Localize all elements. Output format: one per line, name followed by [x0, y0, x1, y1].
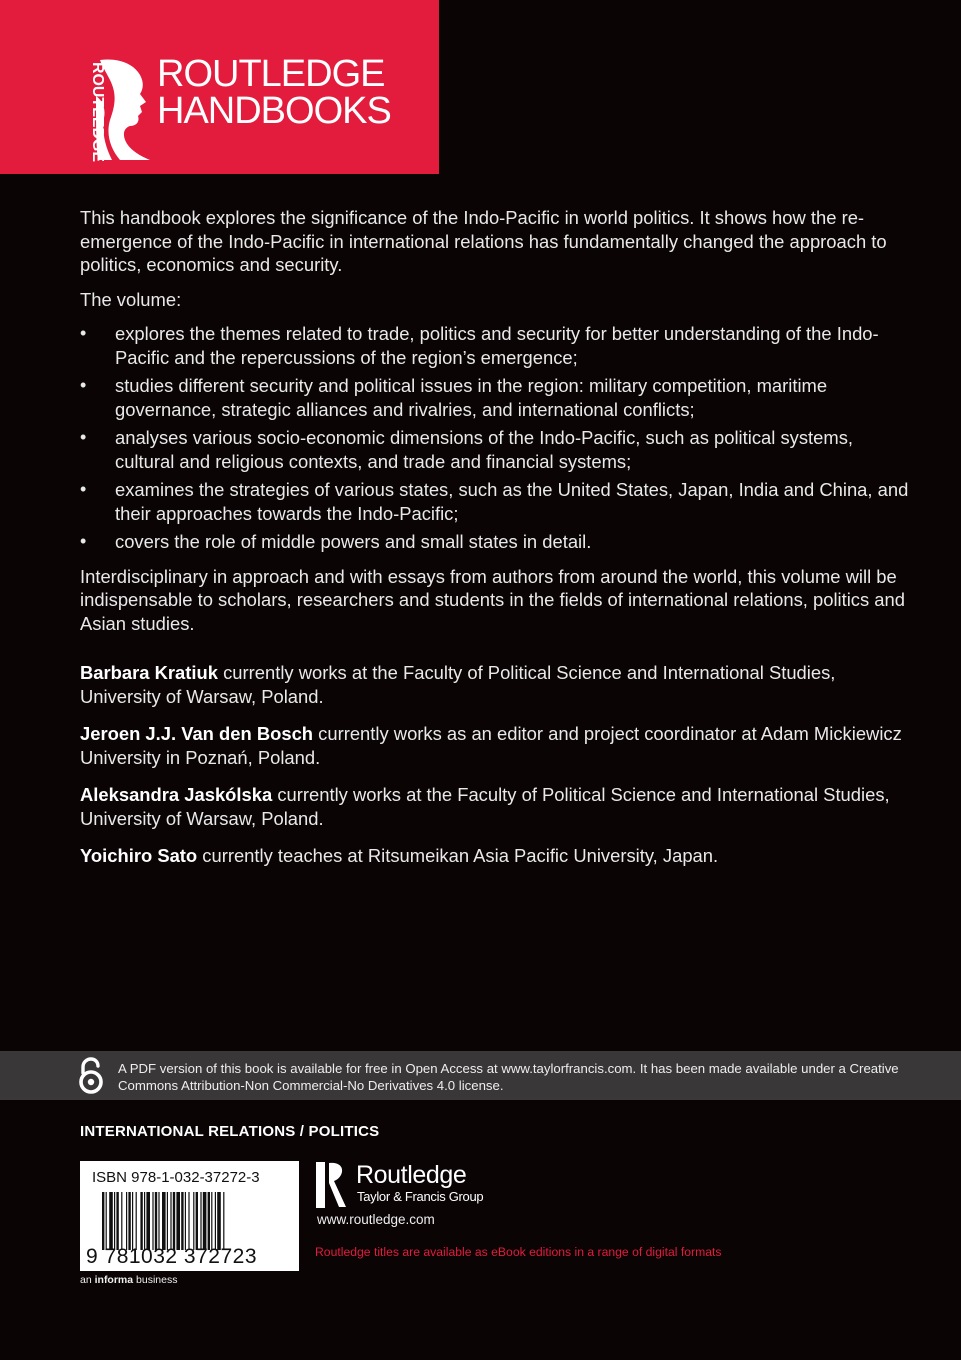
publisher-group: Taylor & Francis Group — [357, 1189, 484, 1204]
bullet-icon: • — [80, 427, 87, 447]
barcode-bar — [126, 1192, 127, 1250]
barcode-bar — [106, 1192, 107, 1250]
profile-head-logo-icon — [96, 56, 152, 164]
barcode-bar — [217, 1192, 221, 1250]
intro-paragraph: This handbook explores the significance of the Indo-Pacific in world politics. It shows how the re-emergence of the Indo-Pacific in international relations has fundamentally changed the approach to politics, economics and security. — [80, 207, 887, 275]
barcode-icon — [102, 1192, 292, 1250]
barcode-bar — [208, 1192, 210, 1250]
subject-category: INTERNATIONAL RELATIONS / POLITICS — [80, 1123, 380, 1140]
barcode-bar — [203, 1192, 207, 1250]
bullet-icon: • — [80, 531, 87, 551]
barcode-bar — [176, 1192, 180, 1250]
barcode-bar — [193, 1192, 194, 1250]
volume-lead: The volume: — [80, 288, 182, 310]
open-access-notice: A PDF version of this book is available for free in Open Access at www.taylorfrancis.com. It has been made available under a Creative Commons Attribution-Non Commercial-No Derivatives 4.0 license. — [118, 1061, 899, 1093]
isbn-label: ISBN 978-1-032-37272-3 — [92, 1169, 260, 1186]
barcode-bar — [144, 1192, 145, 1250]
bullet-icon: • — [80, 323, 87, 343]
bullet-icon: • — [80, 375, 87, 395]
bullet-text: studies different security and political issues in the region: military competition, maritime governance, strategic alliances and rivalries, and international conflicts; — [115, 375, 828, 420]
author-name: Barbara Kratiuk — [80, 662, 218, 683]
barcode-bar — [146, 1192, 150, 1250]
barcode-bar — [155, 1192, 157, 1250]
barcode-bar — [185, 1192, 186, 1250]
ebook-note: Routledge titles are available as eBook editions in a range of digital formats — [315, 1245, 722, 1259]
author-name: Yoichiro Sato — [80, 845, 198, 866]
barcode-bar — [140, 1192, 142, 1250]
bullet-text: examines the strategies of various states, such as the United States, Japan, India and China, and their approaches towards the Indo-Pacific; — [115, 479, 909, 524]
open-access-icon — [77, 1057, 105, 1095]
isbn-digits: 9 781032 372723 — [86, 1245, 257, 1268]
bullet-text: covers the role of middle powers and small states in detail. — [115, 531, 592, 552]
bullet-text: explores the themes related to trade, politics and security for better understanding of the Indo-Pacific and the repercussions of the region’s emergence; — [115, 323, 879, 368]
barcode-bar — [167, 1192, 168, 1250]
routledge-vertical-wordmark — [76, 62, 98, 162]
volume-bullets — [80, 322, 912, 554]
publisher-url[interactable]: www.routledge.com — [317, 1212, 435, 1227]
barcode-bar — [128, 1192, 130, 1250]
bullet-icon: • — [80, 479, 87, 499]
barcode-bar — [136, 1192, 137, 1250]
author-bio-text: currently works as an editor and project coordinator at Adam Mickiewicz University in Poznań, Poland. — [80, 723, 902, 768]
barcode-bar — [170, 1192, 171, 1250]
publisher-name: Routledge — [356, 1161, 467, 1189]
closing-paragraph: Interdisciplinary in approach and with essays from authors from around the world, this volume will be indispensable to scholars, researchers and students in the fields of international relations, politics and Asian studies. — [80, 565, 905, 634]
author-bio — [80, 783, 912, 830]
list-item — [80, 530, 912, 554]
author-bio — [80, 661, 912, 708]
author-name: Jeroen J.J. Van den Bosch — [80, 723, 314, 744]
list-item — [80, 478, 912, 525]
barcode-bar — [162, 1192, 166, 1250]
barcode-bar — [102, 1192, 104, 1250]
barcode-bar — [196, 1192, 198, 1250]
informa-suffix: business — [133, 1274, 178, 1286]
author-bios — [80, 661, 912, 868]
barcode-bar — [223, 1192, 224, 1250]
author-bio-text: currently works at the Faculty of Political Science and International Studies, University of Warsaw, Poland. — [80, 784, 890, 829]
routledge-logo-icon — [316, 1162, 348, 1208]
informa-bold: informa — [94, 1274, 134, 1286]
barcode-bar — [188, 1192, 189, 1250]
barcode-bar — [211, 1192, 212, 1250]
informa-prefix: an — [80, 1274, 95, 1286]
list-item — [80, 322, 912, 369]
author-bio — [80, 844, 912, 868]
barcode-bar — [181, 1192, 183, 1250]
isbn-barcode-box — [80, 1161, 299, 1271]
barcode-bar — [116, 1192, 118, 1250]
barcode-bar — [152, 1192, 153, 1250]
informa-business — [80, 1274, 177, 1286]
barcode-bar — [158, 1192, 159, 1250]
author-bio-text: currently teaches at Ritsumeikan Asia Pacific University, Japan. — [197, 845, 719, 866]
back-cover-text — [80, 206, 912, 882]
bullet-text: analyses various socio-economic dimensions of the Indo-Pacific, such as political systems, cultural and religious contexts, and trade and financial systems; — [115, 427, 853, 472]
author-bio-text: currently works at the Faculty of Political Science and International Studies, University of Warsaw, Poland. — [80, 662, 836, 707]
barcode-bar — [173, 1192, 175, 1250]
author-bio — [80, 722, 912, 769]
barcode-bar — [200, 1192, 201, 1250]
list-item — [80, 426, 912, 473]
barcode-bar — [132, 1192, 133, 1250]
series-title-line1: ROUTLEDGE — [157, 53, 385, 95]
series-title-line2: HANDBOOKS — [157, 90, 391, 132]
series-title — [157, 53, 391, 132]
barcode-bar — [215, 1192, 216, 1250]
author-name: Aleksandra Jaskólska — [80, 784, 273, 805]
list-item — [80, 374, 912, 421]
brand-banner — [0, 0, 439, 174]
barcode-bar — [121, 1192, 122, 1250]
barcode-bar — [114, 1192, 115, 1250]
barcode-bar — [109, 1192, 113, 1250]
